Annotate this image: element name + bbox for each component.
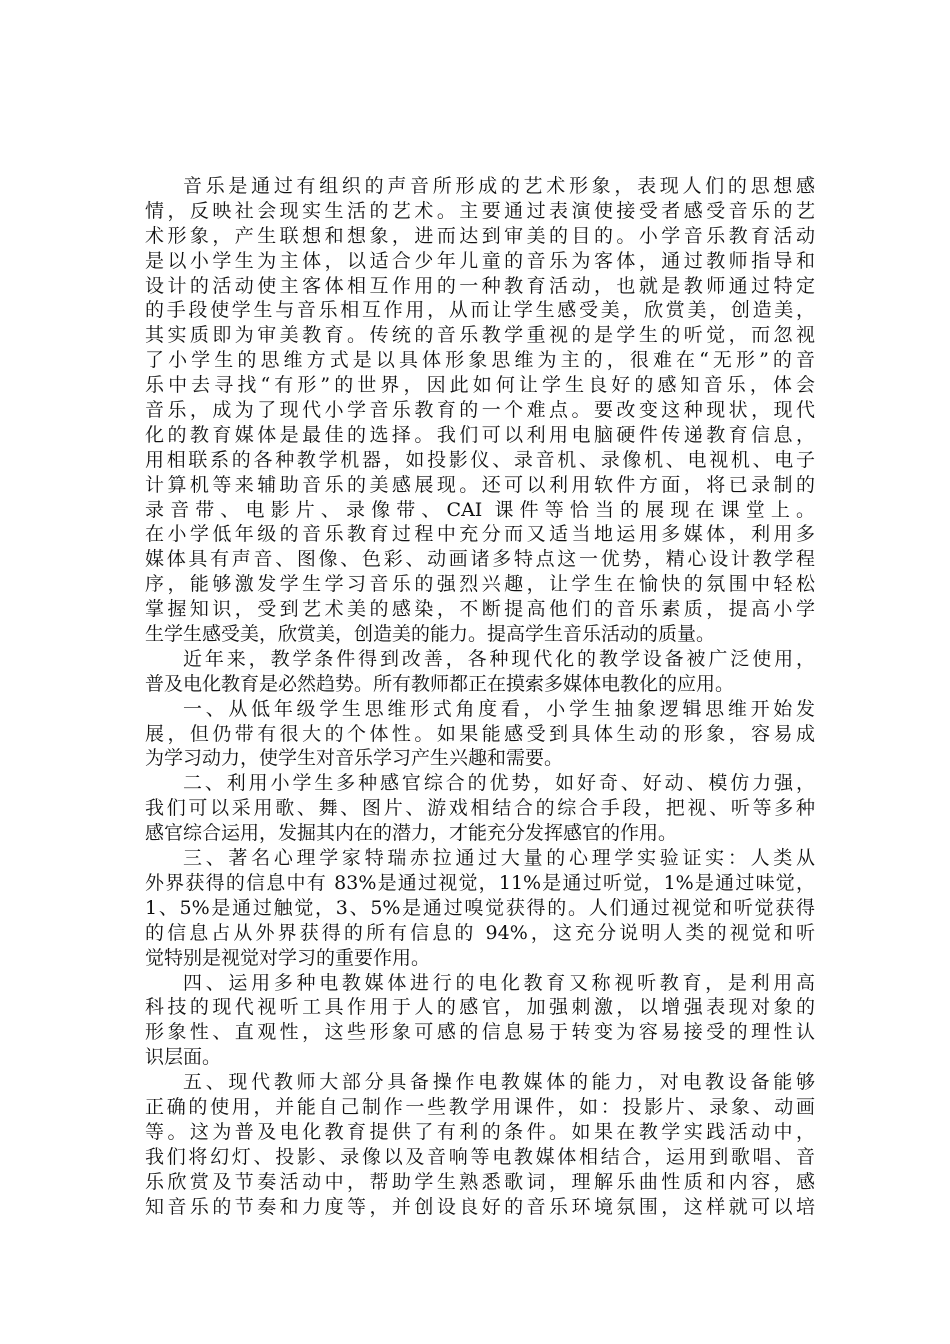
text-line: 1、5%是通过触觉，3、5%是通过嗅觉获得的。人们通过视觉和听觉获得 (145, 896, 815, 919)
text-line: 我们可以采用歌、舞、图片、游戏相结合的综合手段，把视、听等多种 (145, 797, 815, 820)
paragraph-first-line: 近年来，教学条件得到改善，各种现代化的教学设备被广泛使用， (183, 647, 815, 670)
text-line: 媒体具有声音、图像、色彩、动画诸多特点这一优势，精心设计教学程 (145, 548, 815, 571)
text-line: 形象性、直观性，这些形象可感的信息易于转变为容易接受的理性认 (145, 1021, 815, 1044)
text-line: 正确的使用，并能自己制作一些教学用课件，如：投影片、录象、动画 (145, 1095, 815, 1118)
text-line: 音乐，成为了现代小学音乐教育的一个难点。要改变这种现状，现代 (145, 399, 815, 422)
text-line: 我们将幻灯、投影、录像以及音响等电教媒体相结合，运用到歌唱、音 (145, 1145, 815, 1168)
body-text (145, 174, 815, 1219)
text-line: 识层面。 (145, 1046, 222, 1069)
paragraph-first-line: 三、著名心理学家特瑞赤拉通过大量的心理学实验证实：人类从 (183, 847, 815, 870)
text-line: 其实质即为审美教育。传统的音乐教学重视的是学生的听觉，而忽视 (145, 324, 815, 347)
text-line: 等。这为普及电化教育提供了有利的条件。如果在教学实践活动中， (145, 1120, 815, 1143)
text-line: 序，能够激发学生学习音乐的强烈兴趣，让学生在愉快的氛围中轻松 (145, 573, 815, 596)
text-line: 展，但仍带有很大的个体性。如果能感受到具体生动的形象，容易成 (145, 722, 815, 745)
text-line: 生学生感受美，欣赏美，创造美的能力。提高学生音乐活动的质量。 (145, 623, 716, 646)
text-line: 设计的活动使主客体相互作用的一种教育活动，也就是教师通过特定 (145, 274, 815, 297)
text-line: 的手段使学生与音乐相互作用，从而让学生感受美，欣赏美，创造美， (145, 299, 815, 322)
text-line: 外界获得的信息中有 83%是通过视觉，11%是通过听觉，1%是通过味觉， (145, 871, 815, 894)
paragraph-first-line: 音乐是通过有组织的声音所形成的艺术形象，表现人们的思想感 (183, 175, 815, 197)
paragraph-first-line: 四、运用多种电教媒体进行的电化教育又称视听教育，是利用高 (183, 971, 815, 994)
text-line: 乐欣赏及节奏活动中，帮助学生熟悉歌词，理解乐曲性质和内容，感 (145, 1170, 815, 1193)
text-line: 科技的现代视听工具作用于人的感官，加强刺激，以增强表现对象的 (145, 996, 815, 1019)
paragraph-first-line: 一、从低年级学生思维形式角度看，小学生抽象逻辑思维开始发 (183, 697, 815, 720)
text-line: 是以小学生为主体，以适合少年儿童的音乐为客体，通过教师指导和 (145, 249, 815, 272)
text-line: 普及电化教育是必然趋势。所有教师都正在摸索多媒体电教化的应用。 (145, 672, 735, 695)
text-line: 在小学低年级的音乐教育过程中充分而又适当地运用多媒体，利用多 (145, 523, 815, 546)
text-line: 为学习动力，使学生对音乐学习产生兴趣和需要。 (145, 747, 564, 770)
text-line: 计算机等来辅助音乐的美感展现。还可以利用软件方面，将已录制的 (145, 473, 815, 496)
text-line: 觉特别是视觉对学习的重要作用。 (145, 946, 431, 969)
text-line: 乐中去寻找“有形”的世界，因此如何让学生良好的感知音乐，体会 (145, 374, 815, 397)
text-line: 的信息占从外界获得的所有信息的 94%，这充分说明人类的视觉和听 (145, 921, 815, 944)
text-line: 化的教育媒体是最佳的选择。我们可以利用电脑硬件传递教育信息， (145, 423, 815, 446)
text-line: 了小学生的思维方式是以具体形象思维为主的，很难在“无形”的音 (145, 349, 815, 372)
text-line: 术形象，产生联想和想象，进而达到审美的目的。小学音乐教育活动 (145, 224, 815, 247)
paragraph-first-line: 五、现代教师大部分具备操作电教媒体的能力，对电教设备能够 (183, 1071, 815, 1094)
text-line: 感官综合运用，发掘其内在的潜力，才能充分发挥感官的作用。 (145, 822, 678, 845)
text-line: 录音带、电影片、录像带、CAI 课件等恰当的展现在课堂上。 (145, 498, 815, 521)
text-line: 用相联系的各种教学机器，如投影仪、录音机、录像机、电视机、电子 (145, 448, 815, 471)
text-line: 情，反映社会现实生活的艺术。主要通过表演使接受者感受音乐的艺 (145, 199, 815, 222)
text-line: 掌握知识，受到艺术美的感染，不断提高他们的音乐素质，提高小学 (145, 598, 815, 621)
document-page (145, 174, 815, 1219)
paragraph-first-line: 二、利用小学生多种感官综合的优势，如好奇、好动、模仿力强， (183, 772, 815, 795)
text-line: 知音乐的节奏和力度等，并创设良好的音乐环境氛围，这样就可以培 (145, 1195, 815, 1218)
